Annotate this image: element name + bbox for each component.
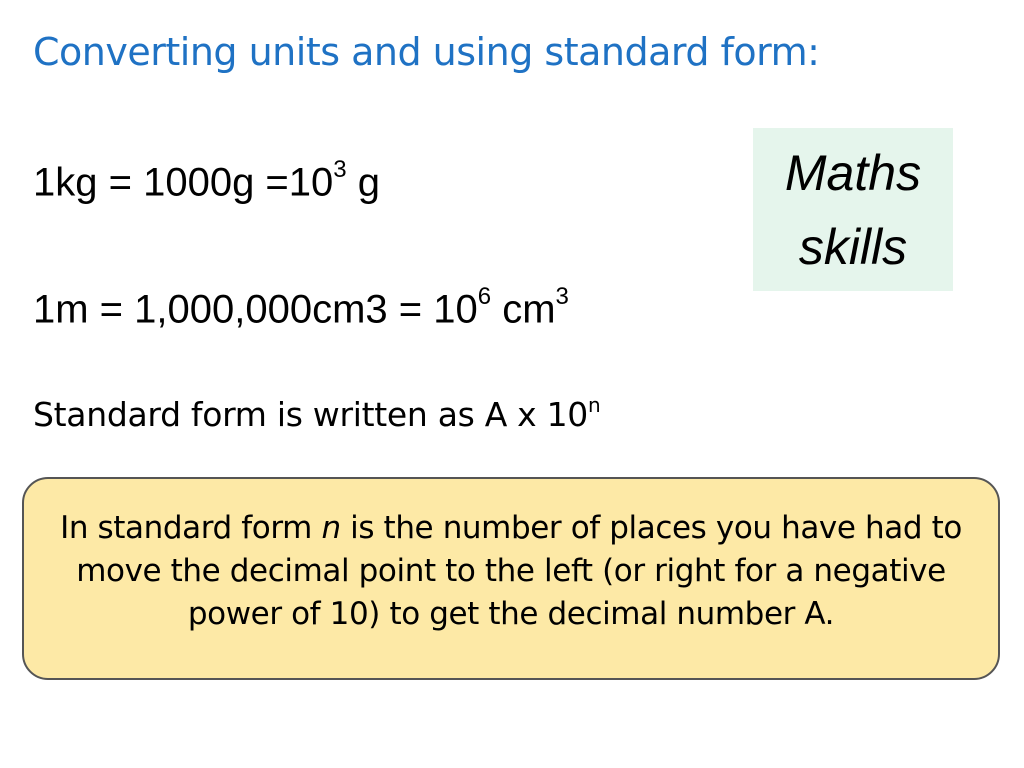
kg-conversion-text: 1kg = 1000g =10	[33, 160, 334, 205]
note-text-before: In standard form	[60, 510, 322, 546]
m-unit: cm	[491, 287, 556, 332]
m-conversion-line	[33, 283, 569, 332]
m-conversion-text: 1m = 1,000,000cm3 = 10	[33, 287, 478, 332]
standard-form-note-box	[22, 477, 1000, 680]
slide-title: Converting units and using standard form:	[33, 30, 820, 74]
m-unit-exponent: 3	[555, 283, 569, 310]
note-variable-n: n	[321, 510, 341, 546]
standard-form-note	[30, 507, 992, 636]
maths-skills-line2: skills	[798, 218, 908, 275]
m-exponent: 6	[477, 283, 492, 310]
kg-exponent: 3	[333, 156, 347, 183]
note-text-after: is the number of places you have had to move the decimal point to the left (or right for a negative power of 10) to get the decimal number A.	[76, 510, 962, 632]
maths-skills-box	[753, 128, 953, 291]
kg-conversion-line	[33, 156, 380, 205]
standard-form-text: Standard form is written as A x 10	[33, 395, 588, 434]
maths-skills-line1: Maths	[784, 144, 922, 201]
kg-unit: g	[346, 160, 380, 205]
standard-form-exponent: n	[588, 393, 601, 417]
standard-form-line	[33, 395, 600, 434]
